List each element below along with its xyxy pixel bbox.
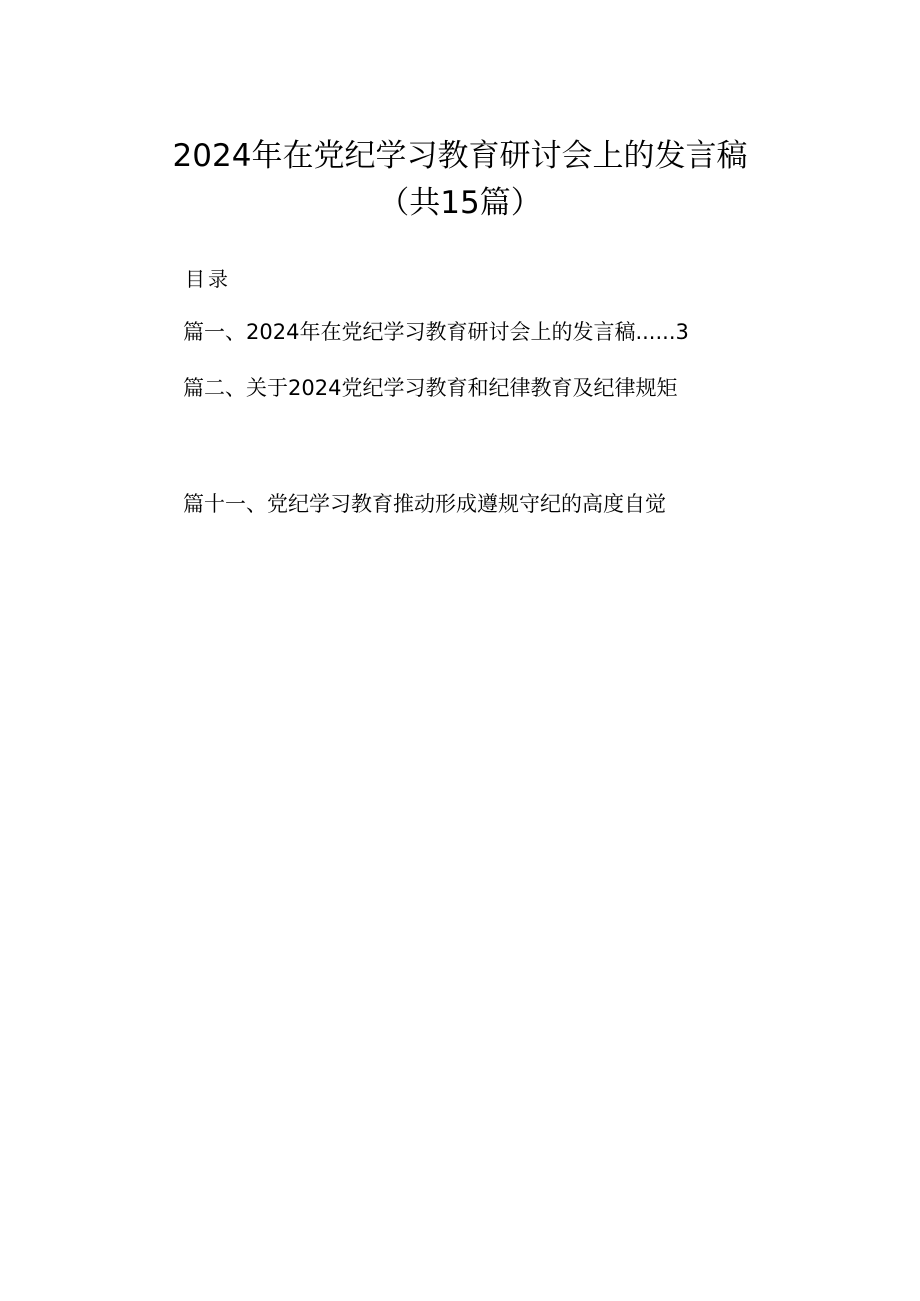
toc-item[interactable]: 篇十一、党纪学习教育推动形成遵规守纪的高度自觉	[183, 492, 666, 516]
toc-item[interactable]: 篇一、2024年在党纪学习教育研讨会上的发言稿......3	[183, 320, 689, 344]
document-title-line-2: （共15篇）	[378, 185, 542, 221]
document-title-line-1: 2024年在党纪学习教育研讨会上的发言稿	[172, 138, 748, 174]
toc-heading: 目录	[185, 267, 231, 291]
toc-item[interactable]: 篇二、关于2024党纪学习教育和纪律教育及纪律规矩	[183, 376, 678, 400]
